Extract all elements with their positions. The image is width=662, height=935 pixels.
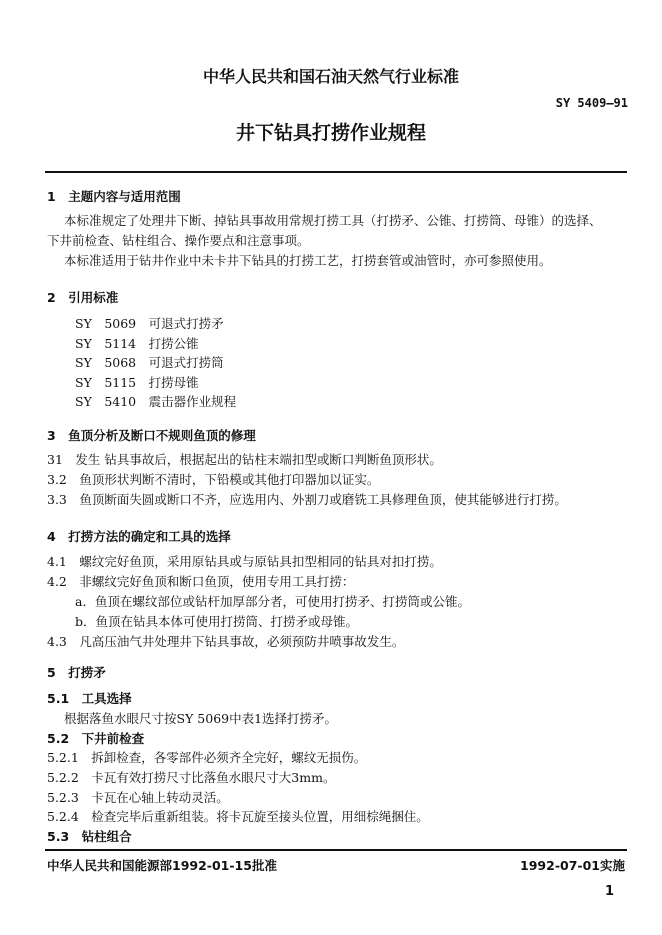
section-1-paragraph-2: 本标准适用于钻井作业中未卡井下钻具的打捞工艺，打捞套管或油管时，亦可参照使用。: [64, 253, 552, 268]
subsection-5-1-heading: 5.1 工具选择: [47, 691, 132, 706]
subsection-5-2-item: 5.2.2 卡瓦有效打捞尺寸比落鱼水眼尺寸大3mm。: [47, 770, 336, 785]
header-rule: [45, 171, 627, 173]
section-3-item: 3.2 鱼顶形状判断不清时，下铅模或其他打印器加以证实。: [47, 472, 380, 487]
section-3-item: 31 发生 钻具事故后，根据起出的钻柱末端扣型或断口判断鱼顶形状。: [47, 452, 442, 467]
issuing-authority: 中华人民共和国石油天然气行业标准: [202, 67, 459, 86]
reference-item: SY 5114 打捞公锥: [75, 336, 199, 351]
section-4-item: 4.1 螺纹完好鱼顶，采用原钻具或与原钻具扣型相同的钻具对扣打捞。: [47, 554, 442, 569]
section-4-item: 4.3 凡高压油气井处理井下钻具事故，必须预防井喷事故发生。: [47, 634, 405, 649]
section-4-subitem: a．鱼顶在螺纹部位或钻杆加厚部分者，可使用打捞矛、打捞筒或公锥。: [75, 594, 470, 609]
subsection-5-2-item: 5.2.4 检查完毕后重新组装。将卡瓦旋至接头位置，用细棕绳捆住。: [47, 809, 429, 824]
section-4-item: 4.2 非螺纹完好鱼顶和断口鱼顶，使用专用工具打捞：: [47, 574, 355, 589]
standard-code: SY 5409—91: [555, 96, 628, 110]
approval-line: 中华人民共和国能源部1992-01-15批准: [47, 858, 277, 873]
subsection-5-2-item: 5.2.1 拆卸检查，各零部件必须齐全完好，螺纹无损伤。: [47, 750, 367, 765]
section-1-paragraph-1a: 本标准规定了处理井下断、掉钻具事故用常规打捞工具（打捞矛、公锥、打捞筒、母锥）的选择、: [64, 213, 602, 228]
section-4-subitem: b．鱼顶在钻具本体可使用打捞筒、打捞矛或母锥。: [75, 614, 359, 629]
reference-item: SY 5115 打捞母锥: [75, 375, 199, 390]
reference-item: SY 5069 可退式打捞矛: [75, 316, 224, 331]
section-5-heading: 5 打捞矛: [47, 665, 106, 680]
document-title: 井下钻具打捞作业规程: [235, 122, 426, 144]
section-1-heading: 1 主题内容与适用范围: [47, 189, 181, 204]
section-3-item: 3.3 鱼顶断面失圆或断口不齐，应选用内、外割刀或磨铣工具修理鱼顶，使其能够进行打捞。: [47, 492, 567, 507]
section-1-paragraph-1b: 下井前检查、钻柱组合、操作要点和注意事项。: [47, 233, 310, 248]
subsection-5-1-text: 根据落鱼水眼尺寸按SY 5069中表1选择打捞矛。: [64, 711, 338, 726]
section-2-heading: 2 引用标准: [47, 290, 119, 305]
subsection-5-2-heading: 5.2 下井前检查: [47, 731, 145, 746]
subsection-5-3-heading: 5.3 钻柱组合: [47, 829, 132, 844]
effective-date: 1992-07-01实施: [520, 858, 625, 873]
page-number: 1: [604, 884, 614, 899]
section-4-heading: 4 打捞方法的确定和工具的选择: [47, 529, 231, 544]
section-3-heading: 3 鱼顶分析及断口不规则鱼顶的修理: [47, 428, 256, 443]
reference-item: SY 5068 可退式打捞筒: [75, 355, 224, 370]
subsection-5-2-item: 5.2.3 卡瓦在心轴上转动灵活。: [47, 790, 229, 805]
reference-item: SY 5410 震击器作业规程: [75, 394, 237, 409]
footer-rule: [45, 849, 627, 851]
